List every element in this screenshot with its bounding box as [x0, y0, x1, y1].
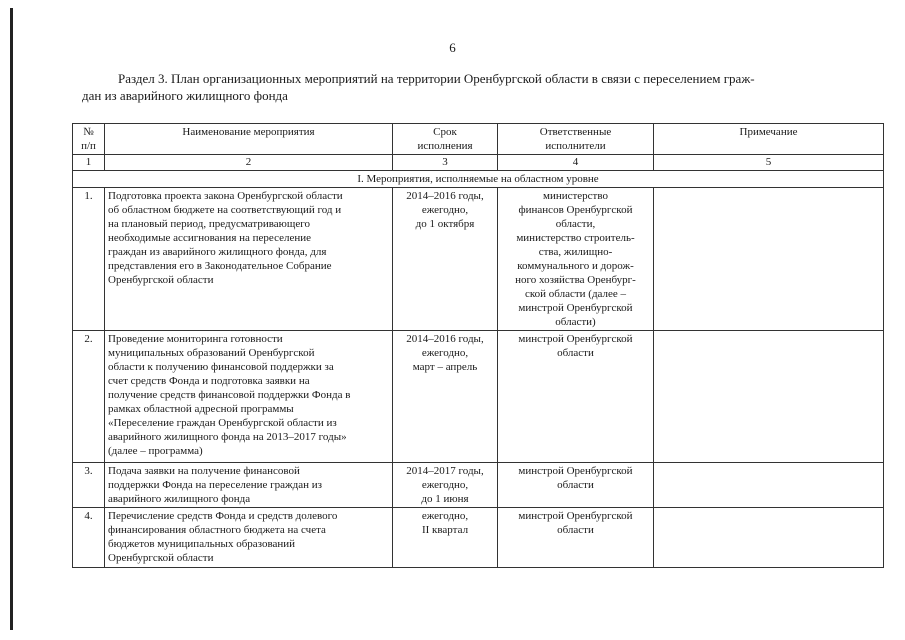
row-activity-name: [105, 508, 393, 568]
header-term-line: исполнения: [417, 140, 473, 152]
activity-name-line: Подготовка проекта закона Оренбургской области: [108, 190, 343, 202]
responsible-line: финансов Оренбургской: [518, 204, 633, 216]
header-responsible-line: Ответственные: [539, 126, 612, 138]
row-responsible: [498, 508, 654, 568]
responsible-line: коммунального и дорож-: [517, 260, 634, 272]
activity-name-line: граждан из аварийного жилищного фонда, для: [108, 246, 327, 258]
responsible-line: минстрой Оренбургской: [518, 510, 633, 522]
section-heading: [82, 70, 860, 104]
activity-name-line: области к получению финансовой поддержки за: [108, 361, 334, 373]
responsible-line: ного хозяйства Оренбург-: [515, 274, 636, 286]
term-line: 2014–2016 годы,: [406, 333, 484, 345]
row-term: [393, 331, 498, 463]
responsible-line: области: [557, 479, 594, 491]
row-number: 3.: [73, 463, 105, 508]
responsible-line: министерство строитель-: [516, 232, 635, 244]
section-heading-line-1: Раздел 3. План организационных мероприятий на территории Оренбургской области в связи с переселением граж-: [118, 71, 755, 86]
row-activity-name: [105, 188, 393, 331]
row-term: [393, 188, 498, 331]
activity-name-line: аварийного жилищного фонда на 2013–2017 годы»: [108, 431, 347, 443]
page-number: 6: [449, 40, 456, 55]
activity-name-line: муниципальных образований Оренбургской: [108, 347, 315, 359]
term-line: 2014–2017 годы,: [406, 465, 484, 477]
table-row: [73, 331, 884, 463]
row-term: [393, 508, 498, 568]
header-note: Примечание: [654, 124, 884, 155]
table-row: [73, 188, 884, 331]
header-num-line: п/п: [81, 140, 96, 152]
activity-name-line: рамках областной адресной программы: [108, 403, 294, 415]
column-index-row: [73, 155, 884, 171]
header-name: Наименование мероприятия: [105, 124, 393, 155]
row-note: [654, 331, 884, 463]
term-line: ежегодно,: [421, 479, 469, 491]
activity-name-line: получение средств финансовой поддержки Фонда в: [108, 389, 351, 401]
header-term-line: Срок: [433, 126, 457, 138]
term-line: ежегодно,: [421, 347, 469, 359]
header-row: [73, 124, 884, 155]
activity-name-line: Перечисление средств Фонда и средств долевого: [108, 510, 338, 522]
header-num-line: №: [83, 126, 94, 138]
table-row: [73, 508, 884, 568]
activity-name-line: «Переселение граждан Оренбургской области из: [108, 417, 337, 429]
activity-name-line: об областном бюджете на соответствующий год и: [108, 204, 342, 216]
responsible-line: минстрой Оренбургской: [518, 333, 633, 345]
activity-name-line: Подача заявки на получение финансовой: [108, 465, 300, 477]
column-index-cell: 5: [654, 155, 884, 171]
row-responsible: [498, 463, 654, 508]
term-line: до 1 июня: [421, 493, 469, 505]
row-number: 2.: [73, 331, 105, 463]
term-line: 2014–2016 годы,: [406, 190, 484, 202]
row-responsible: [498, 331, 654, 463]
term-line: ежегодно,: [421, 510, 469, 522]
scan-edge-line: [10, 8, 13, 630]
plan-table: [72, 123, 884, 568]
row-number: 1.: [73, 188, 105, 331]
term-line: до 1 октября: [415, 218, 475, 230]
row-number: 4.: [73, 508, 105, 568]
column-index-cell: 3: [393, 155, 498, 171]
activity-name-line: необходимые ассигнования на переселение: [108, 232, 311, 244]
responsible-line: ской области (далее –: [524, 288, 627, 300]
header-responsible: [498, 124, 654, 155]
row-note: [654, 188, 884, 331]
header-term: [393, 124, 498, 155]
responsible-line: области): [555, 316, 596, 328]
activity-name-line: поддержки Фонда на переселение граждан из: [108, 479, 322, 491]
responsible-line: ства, жилищно-: [538, 246, 613, 258]
row-note: [654, 508, 884, 568]
section-title: I. Мероприятия, исполняемые на областном уровне: [73, 171, 884, 188]
activity-name-line: представления его в Законодательное Собрание: [108, 260, 332, 272]
activity-name-line: счет средств Фонда и подготовка заявки на: [108, 375, 310, 387]
responsible-line: минстрой Оренбургской: [518, 302, 633, 314]
column-index-cell: 2: [105, 155, 393, 171]
row-note: [654, 463, 884, 508]
activity-name-line: Оренбургской области: [108, 552, 214, 564]
activity-name-line: Оренбургской области: [108, 274, 214, 286]
term-line: март – апрель: [412, 361, 478, 373]
term-line: II квартал: [421, 524, 469, 536]
header-num: [73, 124, 105, 155]
header-responsible-line: исполнители: [545, 140, 606, 152]
table-row: [73, 463, 884, 508]
section-heading-line-2: дан из аварийного жилищного фонда: [82, 88, 288, 103]
row-activity-name: [105, 463, 393, 508]
row-term: [393, 463, 498, 508]
responsible-line: министерство: [542, 190, 608, 202]
row-responsible: [498, 188, 654, 331]
column-index-cell: 1: [73, 155, 105, 171]
responsible-line: области: [557, 347, 594, 359]
activity-name-line: финансирования областного бюджета на счета: [108, 524, 326, 536]
activity-name-line: аварийного жилищного фонда: [108, 493, 251, 505]
activity-name-line: на плановый период, предусматривающего: [108, 218, 310, 230]
term-line: ежегодно,: [421, 204, 469, 216]
activity-name-line: (далее – программа): [108, 445, 203, 457]
section-title-row: [73, 171, 884, 188]
responsible-line: области: [557, 524, 594, 536]
row-activity-name: [105, 331, 393, 463]
column-index-cell: 4: [498, 155, 654, 171]
responsible-line: минстрой Оренбургской: [518, 465, 633, 477]
activity-name-line: бюджетов муниципальных образований: [108, 538, 296, 550]
activity-name-line: Проведение мониторинга готовности: [108, 333, 283, 345]
responsible-line: области,: [555, 218, 596, 230]
